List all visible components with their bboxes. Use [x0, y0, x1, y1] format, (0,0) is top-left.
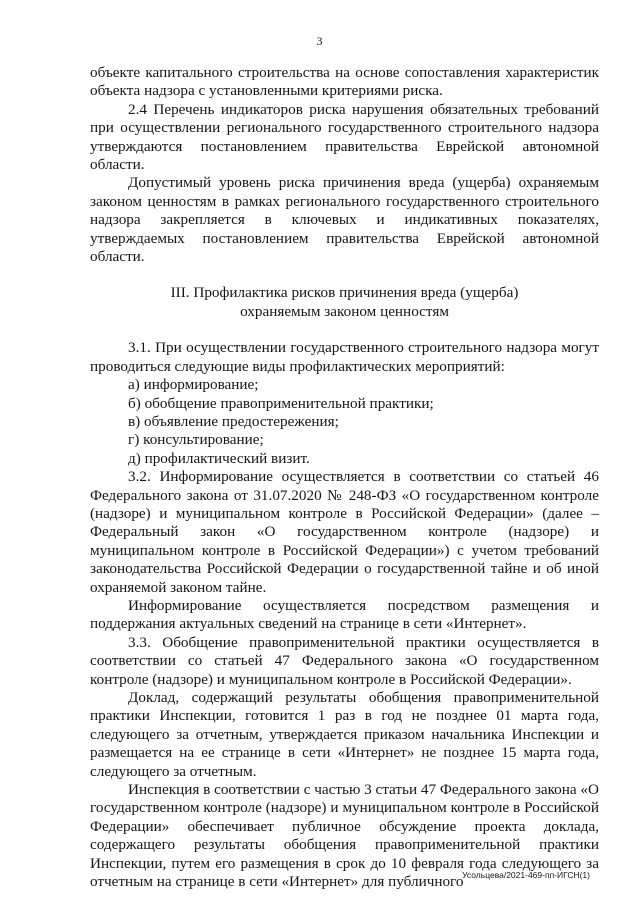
list-item: б) обобщение правоприменительной практики;: [128, 394, 434, 412]
page-number: 3: [316, 34, 323, 48]
paragraph-2-4: 2.4 Перечень индикаторов риска нарушения обязательных требований при осуществлении регионального государственного строительного надзора утверждаются постановлением правительства Еврейской автономной области.: [90, 100, 599, 174]
document-body: [90, 64, 599, 891]
list-item: а) информирование;: [128, 376, 259, 394]
paragraph-continuation: объекте капитального строительства на основе сопоставления характеристик объекта надзора с установленными критериями риска.: [90, 64, 599, 100]
paragraph-public-discussion: Инспекция в соответствии с частью 3 статьи 47 Федерального закона «О государственном контроле (надзоре) и муниципальном контроле в Российской Федерации» обеспечивает публичное обсуждение проекта доклада, содержащего результаты обобщения правоприменительной практики Инспекции, путем его размещения в срок до 10 февраля года следующего за отчетным на странице в сети «Интернет» для публичного: [90, 781, 599, 891]
footer-code: Усольцева/2021-469-пп-ИГСН(1): [462, 870, 590, 880]
paragraph-risk-level: Допустимый уровень риска причинения вреда (ущерба) охраняемым законом ценностям в рамках регионального государственного строительного надзора закрепляется в ключевых и индикативных показателях, утверждаемых постановлением правительства Еврейской автономной области.: [90, 174, 599, 266]
paragraph-3-1: 3.1. При осуществлении государственного строительного надзора могут проводиться следующие виды профилактических мероприятий:: [90, 339, 599, 375]
section-heading-line1: III. Профилактика рисков причинения вреда (ущерба): [170, 284, 519, 302]
list-item: г) консультирование;: [128, 431, 264, 449]
paragraph-report: Доклад, содержащий результаты обобщения правоприменительной практики Инспекции, готовится 1 раз в год не позднее 01 марта года, следующего за отчетным, утверждается приказом начальника Инспекции и размещается на ее странице в сети «Интернет» не позднее 15 марта года, следующего за отчетным.: [90, 689, 599, 780]
list-item: в) объявление предостережения;: [128, 412, 339, 430]
paragraph-informing: Информирование осуществляется посредством размещения и поддержания актуальных сведений на странице в сети «Интернет».: [90, 596, 599, 633]
paragraph-3-2: 3.2. Информирование осуществляется в соответствии со статьей 46 Федерального закона от 31.07.2020 № 248-ФЗ «О государственном контроле (надзоре) и муниципальном контроле в Российской Федерации» (далее – Федеральный закон «О государственном контроле (надзоре) и муниципальном контроле в Российской Федерации») с учетом требований законодательства Российской Федерации о государственной тайне и об иной охраняемой законом тайне.: [90, 468, 599, 596]
section-heading-line2: охраняемым законом ценностям: [240, 302, 449, 320]
paragraph-3-3: 3.3. Обобщение правоприменительной практики осуществляется в соответствии со статьей 47 Федерального закона «О государственном контроле (надзоре) и муниципальном контроле в Российской Федерации».: [90, 633, 599, 688]
list-item: д) профилактический визит.: [128, 449, 310, 467]
